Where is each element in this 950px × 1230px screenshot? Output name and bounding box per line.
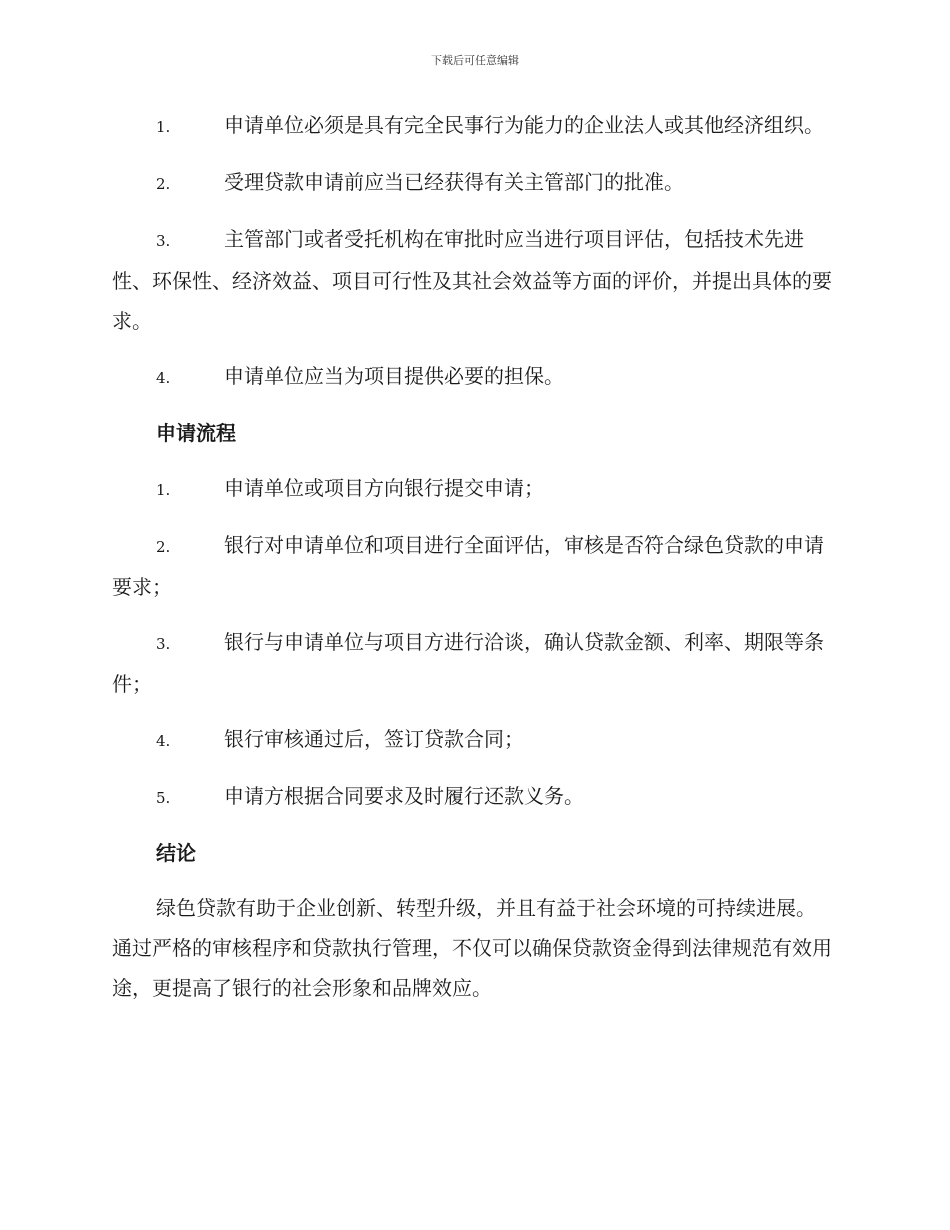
item-text: 银行审核通过后，签订贷款合同；	[224, 727, 524, 751]
item-text: 申请单位应当为项目提供必要的担保。	[224, 364, 564, 388]
item-text: 银行与申请单位与项目方进行洽谈，确认贷款金额、利率、期限等条件；	[112, 630, 824, 696]
item-number: 1.	[156, 118, 171, 136]
process-step-2	[112, 525, 834, 607]
item-text: 银行对申请单位和项目进行全面评估，审核是否符合绿色贷款的申请要求；	[112, 533, 824, 599]
section-heading-conclusion: 结论	[156, 841, 196, 865]
item-number: 5.	[156, 789, 171, 807]
requirement-item-1	[112, 105, 834, 147]
requirement-item-3	[112, 219, 834, 341]
document-content	[112, 105, 834, 1008]
section-heading-process: 申请流程	[156, 421, 236, 445]
process-step-3	[112, 622, 834, 704]
item-text: 申请单位或项目方向银行提交申请；	[224, 476, 544, 500]
item-text: 申请方根据合同要求及时履行还款义务。	[224, 784, 584, 808]
process-step-4	[112, 719, 834, 761]
item-number: 2.	[156, 175, 171, 193]
item-text: 受理贷款申请前应当已经获得有关主管部门的批准。	[224, 170, 684, 194]
item-text: 主管部门或者受托机构在审批时应当进行项目评估，包括技术先进性、环保性、经济效益、项目可行性及其社会效益等方面的评价，并提出具体的要求。	[112, 227, 832, 333]
item-text: 申请单位必须是具有完全民事行为能力的企业法人或其他经济组织。	[224, 113, 824, 137]
item-number: 1.	[156, 481, 171, 499]
item-number: 4.	[156, 369, 171, 387]
item-number: 2.	[156, 538, 171, 556]
process-step-1	[112, 468, 834, 510]
header-note: 下载后可任意编辑	[431, 54, 519, 67]
item-number: 3.	[156, 635, 171, 653]
conclusion-paragraph: 绿色贷款有助于企业创新、转型升级，并且有益于社会环境的可持续进展。通过严格的审核程序和贷款执行管理，不仅可以确保贷款资金得到法律规范有效用途，更提高了银行的社会形象和品牌效应。	[112, 896, 832, 1000]
item-number: 4.	[156, 732, 171, 750]
requirement-item-4	[112, 356, 834, 398]
item-number: 3.	[156, 232, 171, 250]
process-step-5	[112, 776, 834, 818]
requirement-item-2	[112, 162, 834, 204]
